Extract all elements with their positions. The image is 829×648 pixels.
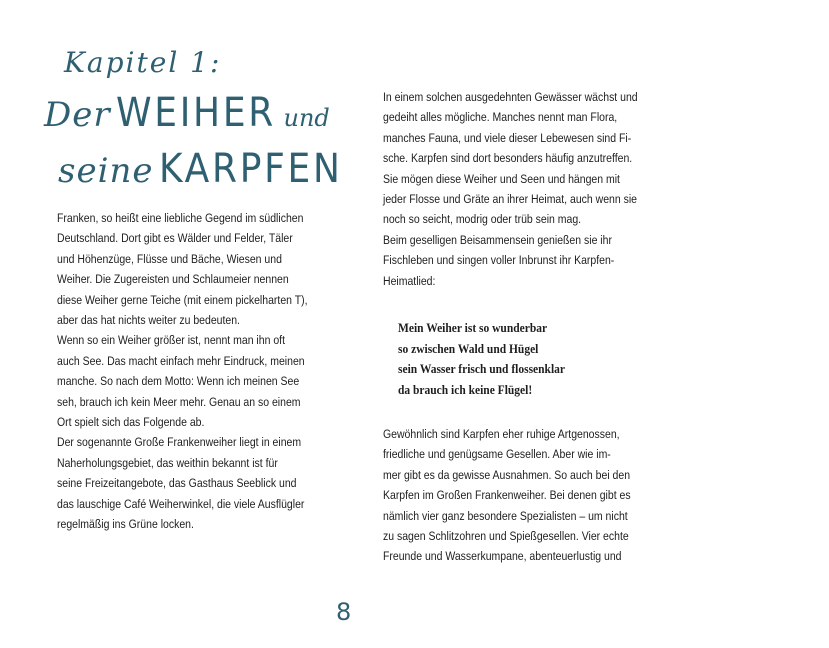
text-line: Wenn so ein Weiher größer ist, nennt man ihn oft xyxy=(57,333,285,348)
poem-line: da brauch ich keine Flügel! xyxy=(398,382,533,397)
text-line: gedeiht alles mögliche. Manches nennt man Flora, xyxy=(383,110,618,125)
title-word-seine: seine xyxy=(58,151,154,191)
text-line: regelmäßig ins Grüne locken. xyxy=(57,517,194,532)
text-line: seh, brauch ich kein Meer mehr. Genau an so einem xyxy=(57,394,301,409)
poem xyxy=(398,318,565,400)
right-page-text-1 xyxy=(383,87,684,291)
text-line: Deutschland. Dort gibt es Wälder und Felder, Täler xyxy=(57,231,293,246)
text-line: und Höhenzüge, Flüsse und Bäche, Wiesen und xyxy=(57,251,282,266)
text-line: noch so seicht, modrig oder trüb sein mag. xyxy=(383,212,582,227)
text-line: In einem solchen ausgedehnten Gewässer wächst und xyxy=(383,90,638,104)
title-word-der: Der xyxy=(44,95,111,135)
text-line: Der sogenannte Große Frankenweiher liegt in einem xyxy=(57,435,302,450)
text-line: Naherholungsgebiet, das weithin bekannt ist für xyxy=(57,455,278,470)
text-line: diese Weiher gerne Teiche (mit einem pickelharten T), xyxy=(57,292,308,307)
text-line: manches Fauna, und viele dieser Lebewesen sind Fi- xyxy=(383,130,632,145)
title-word-weiher: WEIHER xyxy=(115,90,276,136)
text-line: auch See. Das macht einfach mehr Eindruck, meinen xyxy=(57,353,305,368)
text-line: zu sagen Schlitzohren und Spießgesellen. Vier echte xyxy=(383,529,629,544)
poem-line: sein Wasser frisch und flossenklar xyxy=(398,362,565,376)
text-line: manche. So nach dem Motto: Wenn ich meinen See xyxy=(57,374,300,389)
text-line: Ort spielt sich das Folgende ab. xyxy=(57,415,205,430)
left-page-text xyxy=(57,208,341,535)
poem-line: Mein Weiher ist so wunderbar xyxy=(398,321,548,335)
text-line: Fischleben und singen voller Inbrunst ihr Karpfen- xyxy=(383,253,615,268)
text-line: Karpfen im Großen Frankenweiher. Bei denen gibt es xyxy=(383,488,631,503)
text-line: seine Freizeitangebote, das Gasthaus Seeblick und xyxy=(57,476,297,491)
text-line: jeder Flosse und Gräte an ihrer Heimat, auch wenn sie xyxy=(383,192,638,207)
text-line: aber das hat nichts weiter zu bedeuten. xyxy=(57,313,240,328)
chapter-title-line-1 xyxy=(44,90,330,136)
chapter-title-line-2 xyxy=(58,146,363,192)
poem-line: so zwischen Wald und Hügel xyxy=(398,341,539,356)
text-line: Weiher. Die Zugereisten und Schlaumeier nennen xyxy=(57,272,289,287)
title-word-karpfen: KARPFEN xyxy=(158,146,343,192)
text-line: Beim geselligen Beisammensein genießen sie ihr xyxy=(383,232,612,247)
text-line: sche. Karpfen sind dort besonders häufig anzutreffen. xyxy=(383,151,633,166)
chapter-number: Kapitel 1: xyxy=(64,46,222,79)
title-word-und: und xyxy=(283,104,330,132)
text-line: das lauschige Café Weiherwinkel, die viele Ausflügler xyxy=(57,496,305,511)
text-line: Franken, so heißt eine liebliche Gegend im südlichen xyxy=(57,211,304,225)
page-number: 8 xyxy=(336,598,352,626)
text-line: nämlich vier ganz besondere Spezialisten – um nicht xyxy=(383,508,628,523)
text-line: Heimatlied: xyxy=(383,273,436,288)
right-page-text-2 xyxy=(383,424,684,567)
text-line: Freunde und Wasserkumpane, abenteuerlustig und xyxy=(383,549,622,564)
text-line: mer gibt es da gewisse Ausnahmen. So auch bei den xyxy=(383,467,631,482)
text-line: Gewöhnlich sind Karpfen eher ruhige Artgenossen, xyxy=(383,427,620,441)
text-line: Sie mögen diese Weiher und Seen und hängen mit xyxy=(383,171,620,186)
text-line: friedliche und genügsame Gesellen. Aber wie im- xyxy=(383,447,611,462)
